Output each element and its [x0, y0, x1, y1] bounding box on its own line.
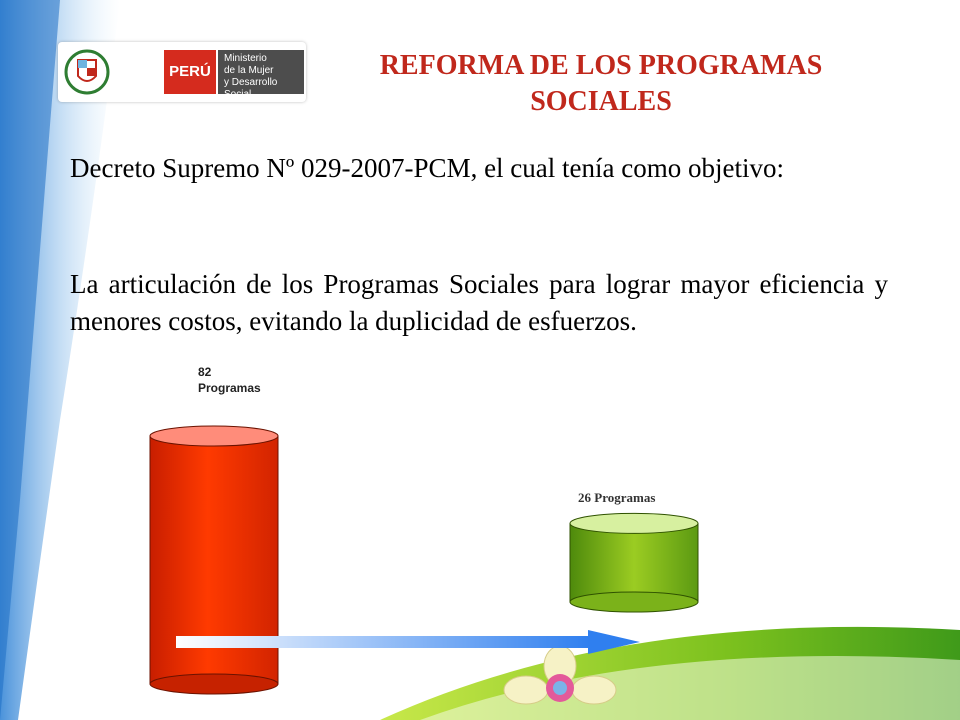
bar-before-82	[150, 426, 278, 694]
ministry-name: Ministerio de la Mujer y Desarrollo Social	[218, 50, 304, 94]
label-82-programas: 82 Programas	[198, 365, 261, 395]
label-26-programas: 26 Programas	[578, 490, 656, 505]
paragraph-decree: Decreto Supremo Nº 029-2007-PCM, el cual tenía como objetivo:	[70, 153, 784, 183]
paragraph-objective: La articulación de los Programas Sociales para lograr mayor eficiencia y menores costos, evitando la duplicidad de esfuerzos.	[70, 269, 888, 336]
peru-badge: PERÚ	[164, 50, 216, 94]
bar-after-26	[570, 513, 698, 612]
slide-title: REFORMA DE LOS PROGRAMAS SOCIALES	[379, 50, 823, 117]
